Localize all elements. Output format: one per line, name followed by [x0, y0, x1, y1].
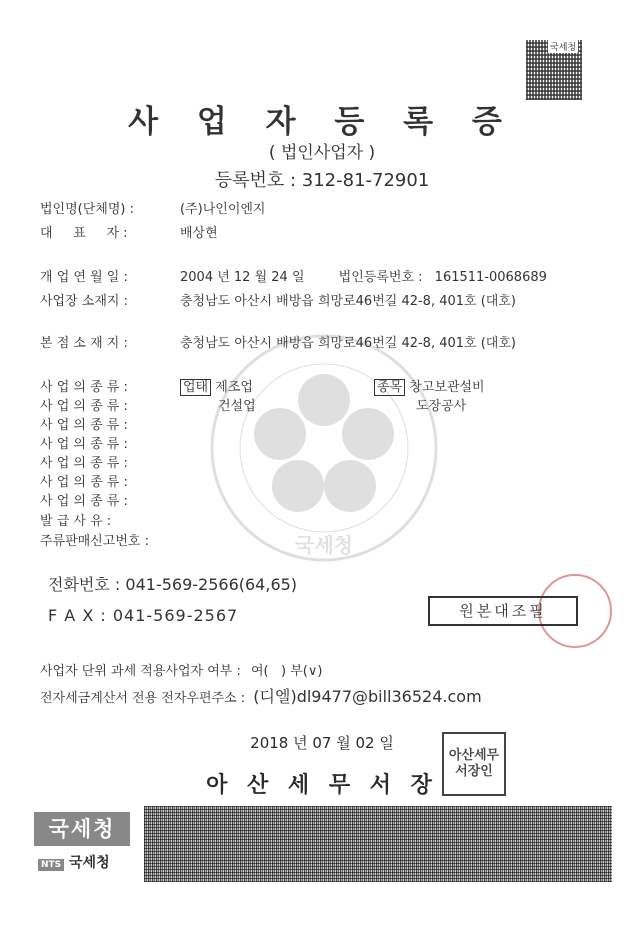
watermark-center-text: NTS	[308, 442, 340, 458]
business-type-label: 사 업 의 종 류 :	[40, 494, 128, 509]
business-type-row	[40, 433, 180, 452]
liquor-license-label: 주류판매신고번호 :	[40, 534, 149, 549]
hq-location-row	[40, 332, 516, 351]
fax-label: F A X :	[48, 606, 107, 625]
business-type-row	[40, 414, 180, 433]
page-title: 사 업 자 등 록 증	[128, 104, 516, 140]
fax-row	[48, 606, 238, 625]
business-type-label: 사 업 의 종 류 :	[40, 475, 128, 490]
business-type-label: 사 업 의 종 류 :	[40, 418, 128, 433]
open-date-value: 2004 년 12 월 24 일	[180, 270, 305, 285]
tax-office-name: 아 산 세 무 서 장	[206, 773, 438, 798]
nts-small-text: 국세청	[69, 855, 110, 871]
unit-tax-row	[40, 660, 322, 679]
corp-name-row	[40, 198, 266, 217]
reg-label: 등록번호 :	[214, 170, 297, 191]
nts-small-logo	[38, 852, 110, 872]
fax-value: 041-569-2567	[112, 606, 239, 625]
nts-badge-icon: NTS	[38, 859, 64, 871]
business-type-row	[40, 452, 180, 471]
business-item-value: 도장공사	[416, 399, 467, 414]
phone-row	[48, 572, 297, 595]
business-type-row	[40, 395, 467, 414]
page-subtitle: ( 법인사업자 )	[268, 143, 376, 163]
business-type-value: 건설업	[218, 399, 256, 414]
email-row	[40, 684, 482, 707]
business-type-value: 제조업	[215, 380, 253, 395]
unit-tax-label: 사업자 단위 과세 적용사업자 여부 :	[40, 664, 241, 679]
business-type-row	[40, 376, 485, 395]
issue-date: 2018 년 07 월 02 일	[250, 734, 394, 752]
corp-reg-label: 법인등록번호 :	[338, 270, 423, 285]
biz-location-label: 사업장 소재지 :	[40, 294, 128, 309]
watermark-bottom-text: 국세청	[295, 533, 353, 557]
biz-location-row	[40, 290, 516, 309]
qr-label: 국세청	[548, 40, 578, 53]
nts-watermark-seal	[206, 330, 442, 566]
reg-value: 312-81-72901	[301, 170, 430, 191]
corp-name-value: (주)나인이엔지	[180, 202, 266, 217]
open-date-row	[40, 266, 547, 285]
hq-location-label: 본 점 소 재 지 :	[40, 336, 128, 351]
email-label: 전자세금계산서 전용 전자우편주소 :	[40, 691, 246, 706]
unit-tax-value: 여( ) 부(∨)	[251, 664, 323, 679]
business-item-value: 창고보관설비	[409, 380, 485, 395]
registration-number	[0, 166, 644, 192]
security-pattern	[144, 806, 612, 882]
representative-row	[40, 222, 218, 241]
business-type-label: 사 업 의 종 류 :	[40, 437, 128, 452]
phone-label: 전화번호 :	[48, 575, 121, 594]
business-type-box: 업태	[180, 379, 211, 396]
business-type-row	[40, 490, 180, 509]
open-date-label: 개 업 연 월 일 :	[40, 270, 128, 285]
phone-value: 041-569-2566(64,65)	[125, 575, 298, 594]
biz-location-value: 충청남도 아산시 배방읍 희망로46번길 42-8, 401호 (대호)	[180, 294, 516, 309]
business-item-box: 종목	[374, 379, 405, 396]
issue-reason-label: 발 급 사 유 :	[40, 514, 112, 529]
business-type-row	[40, 471, 180, 490]
hq-location-value: 충청남도 아산시 배방읍 희망로46번길 42-8, 401호 (대호)	[180, 336, 516, 351]
corp-name-label: 법인명(단체명) :	[40, 202, 135, 217]
original-verified-stamp: 원본대조필	[428, 596, 578, 626]
business-type-label: 사 업 의 종 류 :	[40, 456, 128, 471]
email-value: (디엘)dl9477@bill36524.com	[253, 687, 482, 706]
liquor-license-row	[40, 530, 180, 549]
issue-reason-row	[40, 510, 180, 529]
business-type-label: 사 업 의 종 류 :	[40, 380, 128, 395]
tax-office-seal: 아산세무서장인	[442, 732, 506, 796]
nts-logo: 국세청	[34, 812, 130, 846]
representative-value: 배상현	[180, 226, 218, 241]
representative-label: 대 표 자 :	[40, 226, 128, 241]
business-type-label: 사 업 의 종 류 :	[40, 399, 128, 414]
corp-reg-value: 161511-0068689	[434, 270, 547, 285]
